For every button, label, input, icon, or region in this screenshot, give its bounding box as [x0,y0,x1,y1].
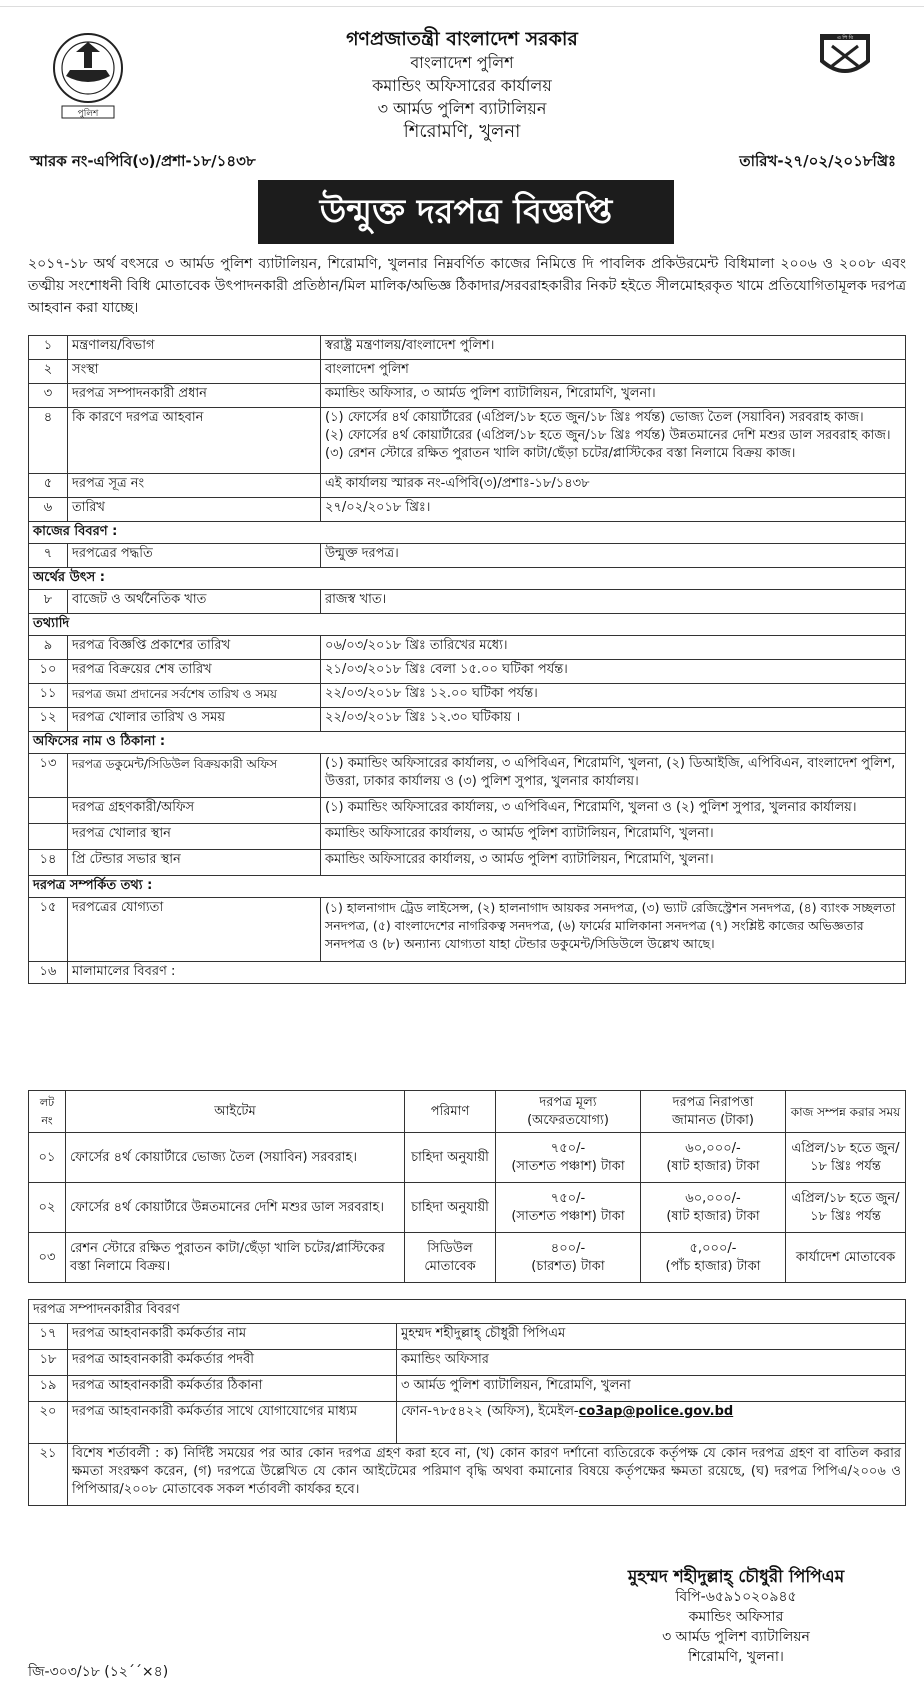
price-value: ৭৫০/- [550,1140,586,1156]
intro-paragraph: ২০১৭-১৮ অর্থ বৎসরে ৩ আর্মড পুলিশ ব্যাটালিয়ন, শিরোমণি, খুলনার নিম্নবর্ণিত কাজের নিমিত্তে দি পাবলিক প্রকিউরমেন্ট বিধিমালা ২০০৬ ও ২০০৮ এবং তত্মীয় সংশোধনী বিধি মোতাবেক উৎপাদনকারী প্রতিষ্ঠান/মিল মালিক/অভিজ্ঞ ঠিকাদার/সরবরাহকারীর নিকট হইতে সীলমোহরকৃত খামে প্রতিযোগিতামূলক দরপত্র আহবান করা যাচ্ছে। [28,256,906,316]
row-label: দরপত্র সম্পাদনকারী প্রধান [68,384,321,408]
row-value: (১) হালনাগাদ ট্রেড লাইসেন্স, (২) হালনাগাদ আয়কর সনদপত্র, (৩) ভ্যাট রেজিস্ট্রেশন সনদপত্র, (৪) ব্যাংক সচ্ছলতা সনদপত্র, (৫) বাংলাদেশের নাগরিকত্ব সনদপত্র, (৬) ফার্মের মালিকানা সনদপত্র (৭) সংশ্লিষ্ট কাজের অভিজ্ঞতার সনদপত্র ও (৮) অন্যান্য যোগ্যতা যাহা টেন্ডার ডকুমেন্ট/সিডিউলে উল্লেখ আছে। [321,898,906,962]
row-number: ৫ [29,474,68,498]
security-value: ৫,০০০/- [689,1240,737,1256]
row-number: ২০ [29,1402,68,1444]
table-row [29,660,906,684]
contact-email-link[interactable]: co3ap@police.gov.bd [578,1404,734,1419]
row-number: ১৬ [29,962,68,984]
row-value: ৩ আর্মড পুলিশ ব্যাটালিয়ন, শিরোমণি, খুলনা [397,1376,906,1402]
item-quantity: সিডিউল মোতাবেক [405,1233,496,1283]
item-security [641,1133,786,1183]
table-row [29,590,906,614]
price-value: ৪০০/- [550,1240,586,1256]
table-row [29,1376,906,1402]
row-value: ২২/০৩/২০১৮ খ্রিঃ ১২.০০ ঘটিকা পর্যন্ত। [321,684,906,708]
price-value: ৭৫০/- [550,1190,586,1206]
signatory-designation: কমান্ডিং অফিসার [688,1609,784,1625]
table-row [29,824,906,850]
row-value: ২৭/০২/২০১৮ খ্রিঃ। [321,498,906,522]
section-heading [29,732,906,754]
section-heading [29,614,906,636]
row-number: ১৯ [29,1376,68,1402]
row-label: দরপত্র আহবানকারী কর্মকর্তার পদবী [68,1350,397,1376]
column-header-price [496,1091,641,1133]
row-label: কি কারণে দরপত্র আহবান [68,408,321,474]
header-line: জামানত (টাকা) [672,1112,754,1128]
signatory-name: মুহম্মদ শহীদুল্লাহ্ চৌধুরী পিপিএম [627,1567,845,1587]
table-row [29,850,906,876]
row-label: দরপত্র বিজ্ঞপ্তি প্রকাশের তারিখ [68,636,321,660]
memo-number: স্মারক নং-এপিবি(৩)/প্রশা-১৮/১৪৩৮ [30,152,256,170]
table-row [29,636,906,660]
table-row [29,360,906,384]
row-number: ১০ [29,660,68,684]
row-label: দরপত্র বিক্রয়ের শেষ তারিখ [68,660,321,684]
row-value: কমান্ডিং অফিসারের কার্যালয়, ৩ আর্মড পুলিশ ব্যাটালিয়ন, শিরোমণি, খুলনা। [321,824,906,850]
table-row [29,1133,906,1183]
row-label: দরপত্র আহবানকারী কর্মকর্তার নাম [68,1324,397,1350]
section-label: দরপত্র সম্পর্কিত তথ্য : [29,876,906,898]
row-value: স্বরাষ্ট্র মন্ত্রণালয়/বাংলাদেশ পুলিশ। [321,336,906,360]
security-words: (ষাট হাজার) টাকা [666,1158,760,1174]
items-table [28,1090,906,1283]
item-security [641,1183,786,1233]
item-price [496,1133,641,1183]
row-value: মুহম্মদ শহীদুল্লাহ্ চৌধুরী পিপিএম [397,1324,906,1350]
row-value: এই কার্যালয় স্মারক নং-এপিবি(৩)/প্রশাঃ-১৮/১৪৩৮ [321,474,906,498]
security-value: ৬০,০০০/- [685,1190,741,1206]
top-cut-edge [0,0,924,7]
completion-time: এপ্রিল/১৮ হতে জুন/১৮ খ্রিঃ পর্যন্ত [786,1133,906,1183]
item-price [496,1183,641,1233]
signatory-bp-number: বিপি-৬৫৯১০২০৯৪৫ [675,1589,797,1605]
signatory-unit: ৩ আর্মড পুলিশ ব্যাটালিয়ন [662,1629,810,1645]
row-value [397,1402,906,1444]
column-header-quantity: পরিমাণ [405,1091,496,1133]
row-number: ৪ [29,408,68,474]
emblem-label: পুলিশ [77,109,99,119]
section-label: দরপত্র সম্পাদনকারীর বিবরণ [29,1300,906,1324]
security-value: ৬০,০০০/- [685,1140,741,1156]
purpose-item: (২) ফোর্সের ৪র্থ কোয়ার্টারের (এপ্রিল/১৮ হতে জুন/১৮ খ্রিঃ পর্যন্ত) উন্নতমানের দেশি মশুর ডাল সরবরাহ কাজ। [325,428,891,443]
row-value: ২১/০৩/২০১৮ খ্রিঃ বেলা ১৫.০০ ঘটিকা পর্যন্ত। [321,660,906,684]
issuer-details-table [28,1299,906,1506]
row-number: ১৮ [29,1350,68,1376]
row-number: ১৭ [29,1324,68,1350]
row-label: দরপত্র ডকুমেন্ট/সিডিউল বিক্রয়কারী অফিস [68,754,321,798]
header-line: (অফেরতযোগ্য) [527,1112,609,1128]
row-value: উন্মুক্ত দরপত্র। [321,544,906,568]
column-header-time: কাজ সম্পন্ন করার সময় [786,1091,906,1133]
price-words: (সাতশত পঞ্চাশ) টাকা [511,1158,625,1174]
row-label: দরপত্রের যোগ্যতা [68,898,321,962]
special-conditions: বিশেষ শর্তাবলী : ক) নির্দিষ্ট সময়ের পর আর কোন দরপত্র গ্রহণ করা হবে না, (খ) কোন কারণ দর্শানো ব্যতিরেকে কর্তৃপক্ষ যে কোন দরপত্র গ্রহণ বা বাতিল করার ক্ষমতা সংরক্ষণ করেন, (গ) দরপত্রে উল্লেখিত যে কোন আইটেমের পরিমাণ বৃদ্ধি অথবা কমানোর বিষয়ে কর্তৃপক্ষের ক্ষমতা রয়েছে, (ঘ) দরপত্র পিপিএ/২০০৬ ও পিপিআর/২০০৮ মোতাবেক সকল শর্তাবলী কার্যকর হবে। [68,1444,906,1506]
header-line: দরপত্র নিরাপত্তা [672,1094,754,1110]
price-words: (চারশত) টাকা [531,1258,605,1274]
row-label: সংস্থা [68,360,321,384]
row-label: দরপত্র গ্রহণকারী/অফিস [68,798,321,824]
table-row [29,336,906,360]
row-value: কমান্ডিং অফিসার [397,1350,906,1376]
row-value: রাজস্ব খাত। [321,590,906,614]
table-row [29,498,906,522]
row-value: (১) কমান্ডিং অফিসারের কার্যালয়, ৩ এপিবিএন, শিরোমণি, খুলনা ও (২) পুলিশ সুপার, খুলনার কার্যালয়। [321,798,906,824]
item-security [641,1233,786,1283]
row-value: বাংলাদেশ পুলিশ [321,360,906,384]
row-label: দরপত্র খোলার তারিখ ও সময় [68,708,321,732]
table-row [29,708,906,732]
row-number: ৬ [29,498,68,522]
row-number: ১ [29,336,68,360]
table-row [29,798,906,824]
table-row [29,1324,906,1350]
table-header-row [29,1091,906,1133]
purpose-item: (১) ফোর্সের ৪র্থ কোয়ার্টারের (এপ্রিল/১৮ হতে জুন/১৮ খ্রিঃ পর্যন্ত) ভোজ্য তৈল (সয়াবিন) সরবরাহ কাজ। [325,410,864,425]
row-number: ১৪ [29,850,68,876]
table-row [29,1444,906,1506]
row-label: বাজেট ও অর্থনৈতিক খাত [68,590,321,614]
row-number: ৭ [29,544,68,568]
lot-number: ০৩ [29,1233,66,1283]
publication-code: জি-৩০৩/১৮ (১২´´×৪) [28,1664,169,1680]
row-number: ১৫ [29,898,68,962]
table-row [29,1183,906,1233]
section-label: কাজের বিবরণ : [29,522,906,544]
section-heading [29,522,906,544]
row-label: দরপত্র আহবানকারী কর্মকর্তার সাথে যোগাযোগের মাধ্যম [68,1402,397,1444]
tender-info-table [28,335,906,984]
row-number: ১৩ [29,754,68,798]
row-number [29,798,68,824]
security-words: (পাঁচ হাজার) টাকা [665,1258,761,1274]
section-label: অফিসের নাম ও ঠিকানা : [29,732,906,754]
header-line: দরপত্র মূল্য [539,1094,597,1110]
row-value: (১) কমান্ডিং অফিসারের কার্যালয়, ৩ এপিবিএন, শিরোমণি, খুলনা, (২) ডিআইজি, এপিবিএন, বাংলাদেশ পুলিশ, উত্তরা, ঢাকার কার্যালয় ও (৩) পুলিশ সুপার, খুলনার কার্যালয়। [321,754,906,798]
row-number: ১২ [29,708,68,732]
police-name: বাংলাদেশ পুলিশ [410,53,514,72]
completion-time: কার্যাদেশ মোতাবেক [786,1233,906,1283]
table-row [29,384,906,408]
row-number: ১১ [29,684,68,708]
row-value: কমান্ডিং অফিসার, ৩ আর্মড পুলিশ ব্যাটালিয়ন, শিরোমণি, খুলনা। [321,384,906,408]
section-heading [29,1300,906,1324]
notice-title: উন্মুক্ত দরপত্র বিজ্ঞপ্তি [258,180,674,244]
security-words: (ষাট হাজার) টাকা [666,1208,760,1224]
logo-label: এ পি বি [836,35,854,41]
memo-date: তারিখ-২৭/০২/২০১৮খ্রিঃ [739,152,896,170]
row-value: ০৬/০৩/২০১৮ খ্রিঃ তারিখের মধ্যে। [321,636,906,660]
purpose-item: (৩) রেশন স্টোরে রক্ষিত পুরাতন খালি কাটা/ছেঁড়া চটের/প্লাস্টিকের বস্তা নিলামে বিক্রয় কাজ। [325,446,796,461]
lot-number: ০২ [29,1183,66,1233]
row-label: মন্ত্রণালয়/বিভাগ [68,336,321,360]
table-row [29,754,906,798]
item-quantity: চাহিদা অনুযায়ী [405,1183,496,1233]
row-label: প্রি টেন্ডার সভার স্থান [68,850,321,876]
section-heading [29,876,906,898]
column-header-lot: লট নং [29,1091,66,1133]
row-number: ৩ [29,384,68,408]
table-row [29,962,906,984]
table-row [29,898,906,962]
contact-phone: ফোন-৭৮৫৪২২ (অফিস), ইমেইল- [401,1404,579,1419]
row-number: ৯ [29,636,68,660]
table-row [29,1350,906,1376]
table-row [29,684,906,708]
row-number: ৮ [29,590,68,614]
government-name: গণপ্রজাতন্ত্রী বাংলাদেশ সরকার [346,28,578,50]
office-name: কমান্ডিং অফিসারের কার্যালয় [372,76,552,95]
row-value: ২২/০৩/২০১৮ খ্রিঃ ১২.৩০ ঘটিকায় । [321,708,906,732]
signature-block [576,1567,896,1667]
column-header-item: আইটেম [66,1091,405,1133]
item-description: রেশন স্টোরে রক্ষিত পুরাতন কাটা/ছেঁড়া খালি চটের/প্লাস্টিকের বস্তা নিলামে বিক্রয়। [66,1233,405,1283]
row-label: দরপত্র জমা প্রদানের সর্বশেষ তারিখ ও সময় [68,684,321,708]
letterhead [0,28,924,143]
row-label: দরপত্রের পদ্ধতি [68,544,321,568]
item-description: ফোর্সের ৪র্থ কোয়ার্টারে উন্নতমানের দেশি মশুর ডাল সরবরাহ। [66,1183,405,1233]
completion-time: এপ্রিল/১৮ হতে জুন/১৮ খ্রিঃ পর্যন্ত [786,1183,906,1233]
section-label: অর্থের উৎস : [29,568,906,590]
row-number: ২ [29,360,68,384]
row-number [29,824,68,850]
price-words: (সাতশত পঞ্চাশ) টাকা [511,1208,625,1224]
office-location: শিরোমণি, খুলনা [403,121,521,142]
battalion-name: ৩ আর্মড পুলিশ ব্যাটালিয়ন [377,99,547,118]
item-price [496,1233,641,1283]
item-quantity: চাহিদা অনুযায়ী [405,1133,496,1183]
section-label: তথ্যাদি [29,614,906,636]
table-row [29,544,906,568]
row-value [321,408,906,474]
signatory-place: শিরোমণি, খুলনা। [688,1649,784,1665]
lot-number: ০১ [29,1133,66,1183]
row-label: দরপত্র সূত্র নং [68,474,321,498]
row-number: ২১ [29,1444,68,1506]
column-header-security [641,1091,786,1133]
row-label: দরপত্র আহবানকারী কর্মকর্তার ঠিকানা [68,1376,397,1402]
table-row [29,408,906,474]
row-label: মালামালের বিবরণ : [68,962,906,984]
table-row [29,1233,906,1283]
row-value: কমান্ডিং অফিসারের কার্যালয়, ৩ আর্মড পুলিশ ব্যাটালিয়ন, শিরোমণি, খুলনা। [321,850,906,876]
row-label: দরপত্র খোলার স্থান [68,824,321,850]
item-description: ফোর্সের ৪র্থ কোয়ার্টারে ভোজ্য তৈল (সয়াবিন) সরবরাহ। [66,1133,405,1183]
section-heading [29,568,906,590]
table-row [29,474,906,498]
table-row [29,1402,906,1444]
row-label: তারিখ [68,498,321,522]
